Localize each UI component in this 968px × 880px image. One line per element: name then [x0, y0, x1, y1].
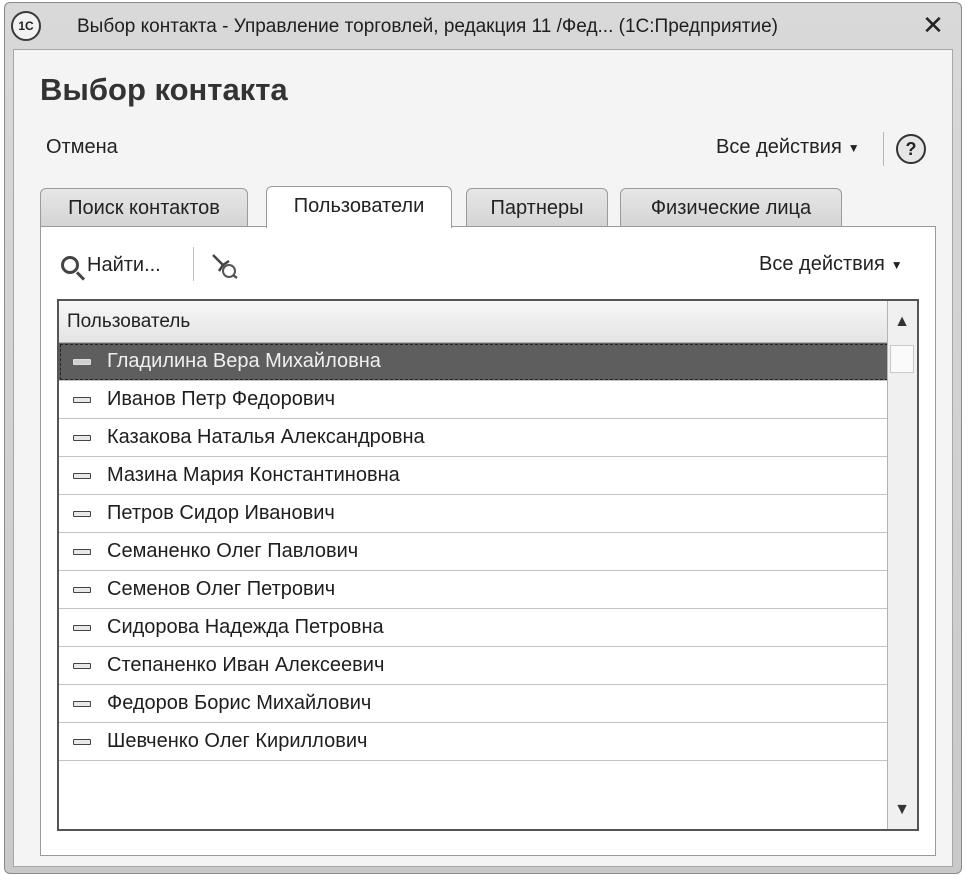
- page-title: Выбор контакта: [40, 72, 288, 107]
- cancel-search-icon[interactable]: [207, 251, 239, 279]
- app-logo-icon[interactable]: 1С: [11, 11, 41, 41]
- toolbar-divider: [883, 132, 884, 166]
- user-item-icon: [73, 701, 91, 707]
- window-title: Выбор контакта - Управление торговлей, редакция 11 /Фед... (1С:Предприятие): [77, 16, 778, 37]
- all-actions-menu-top[interactable]: [716, 136, 860, 159]
- table-row[interactable]: [59, 723, 889, 761]
- table-row[interactable]: [59, 457, 889, 495]
- user-item-icon: [73, 625, 91, 631]
- tab-contact-search[interactable]: Поиск контактов: [40, 188, 248, 226]
- find-button[interactable]: [61, 249, 161, 281]
- help-button[interactable]: ?: [896, 134, 926, 164]
- scroll-up-icon[interactable]: ▲: [894, 313, 910, 330]
- table-row[interactable]: [59, 571, 889, 609]
- table-row[interactable]: [59, 685, 889, 723]
- search-icon: [61, 256, 79, 274]
- all-actions-label: Все действия: [759, 253, 885, 275]
- close-icon[interactable]: ✕: [922, 10, 944, 40]
- tab-individuals[interactable]: Физические лица: [620, 188, 842, 226]
- table-row[interactable]: [59, 419, 889, 457]
- user-item-icon: [73, 511, 91, 517]
- table-body: [59, 343, 889, 761]
- user-name: Семенов Олег Петрович: [107, 578, 336, 600]
- tab-partners[interactable]: Партнеры: [466, 188, 608, 226]
- tab-panel-users: [40, 226, 936, 856]
- user-item-icon: [73, 473, 91, 479]
- user-name: Казакова Наталья Александровна: [107, 426, 425, 448]
- table-row[interactable]: [59, 343, 889, 381]
- user-name: Иванов Петр Федорович: [107, 388, 336, 410]
- scroll-down-icon[interactable]: ▼: [894, 801, 910, 818]
- table-row[interactable]: [59, 609, 889, 647]
- user-item-icon: [73, 663, 91, 669]
- user-name: Сидорова Надежда Петровна: [107, 616, 384, 638]
- title-bar: [5, 3, 961, 49]
- all-actions-label: Все действия: [716, 136, 842, 158]
- window: [4, 2, 962, 874]
- user-name: Петров Сидор Иванович: [107, 502, 335, 524]
- user-item-icon: [73, 587, 91, 593]
- table-row[interactable]: [59, 647, 889, 685]
- user-name: Федоров Борис Михайлович: [107, 692, 372, 714]
- users-table[interactable]: [57, 299, 919, 831]
- scroll-thumb[interactable]: [890, 345, 914, 373]
- vertical-scrollbar[interactable]: [887, 301, 917, 829]
- user-name: Степаненко Иван Алексеевич: [107, 654, 385, 676]
- table-row[interactable]: [59, 381, 889, 419]
- table-row[interactable]: [59, 533, 889, 571]
- toolbar-divider: [193, 247, 194, 281]
- column-header-user[interactable]: Пользователь: [59, 301, 889, 343]
- user-item-icon: [73, 435, 91, 441]
- user-item-icon: [73, 359, 91, 365]
- tab-users[interactable]: Пользователи: [266, 186, 452, 228]
- table-row[interactable]: [59, 495, 889, 533]
- find-label: Найти...: [87, 253, 161, 276]
- user-name: Семаненко Олег Павлович: [107, 540, 359, 562]
- form-content: [13, 49, 953, 867]
- user-name: Гладилина Вера Михайловна: [107, 350, 381, 372]
- user-item-icon: [73, 549, 91, 555]
- user-item-icon: [73, 739, 91, 745]
- cancel-button[interactable]: Отмена: [46, 136, 118, 158]
- chevron-down-icon: ▼: [890, 257, 903, 272]
- chevron-down-icon: ▼: [847, 140, 860, 155]
- all-actions-menu-panel[interactable]: [759, 253, 903, 276]
- user-name: Шевченко Олег Кириллович: [107, 730, 368, 752]
- user-name: Мазина Мария Константиновна: [107, 464, 400, 486]
- user-item-icon: [73, 397, 91, 403]
